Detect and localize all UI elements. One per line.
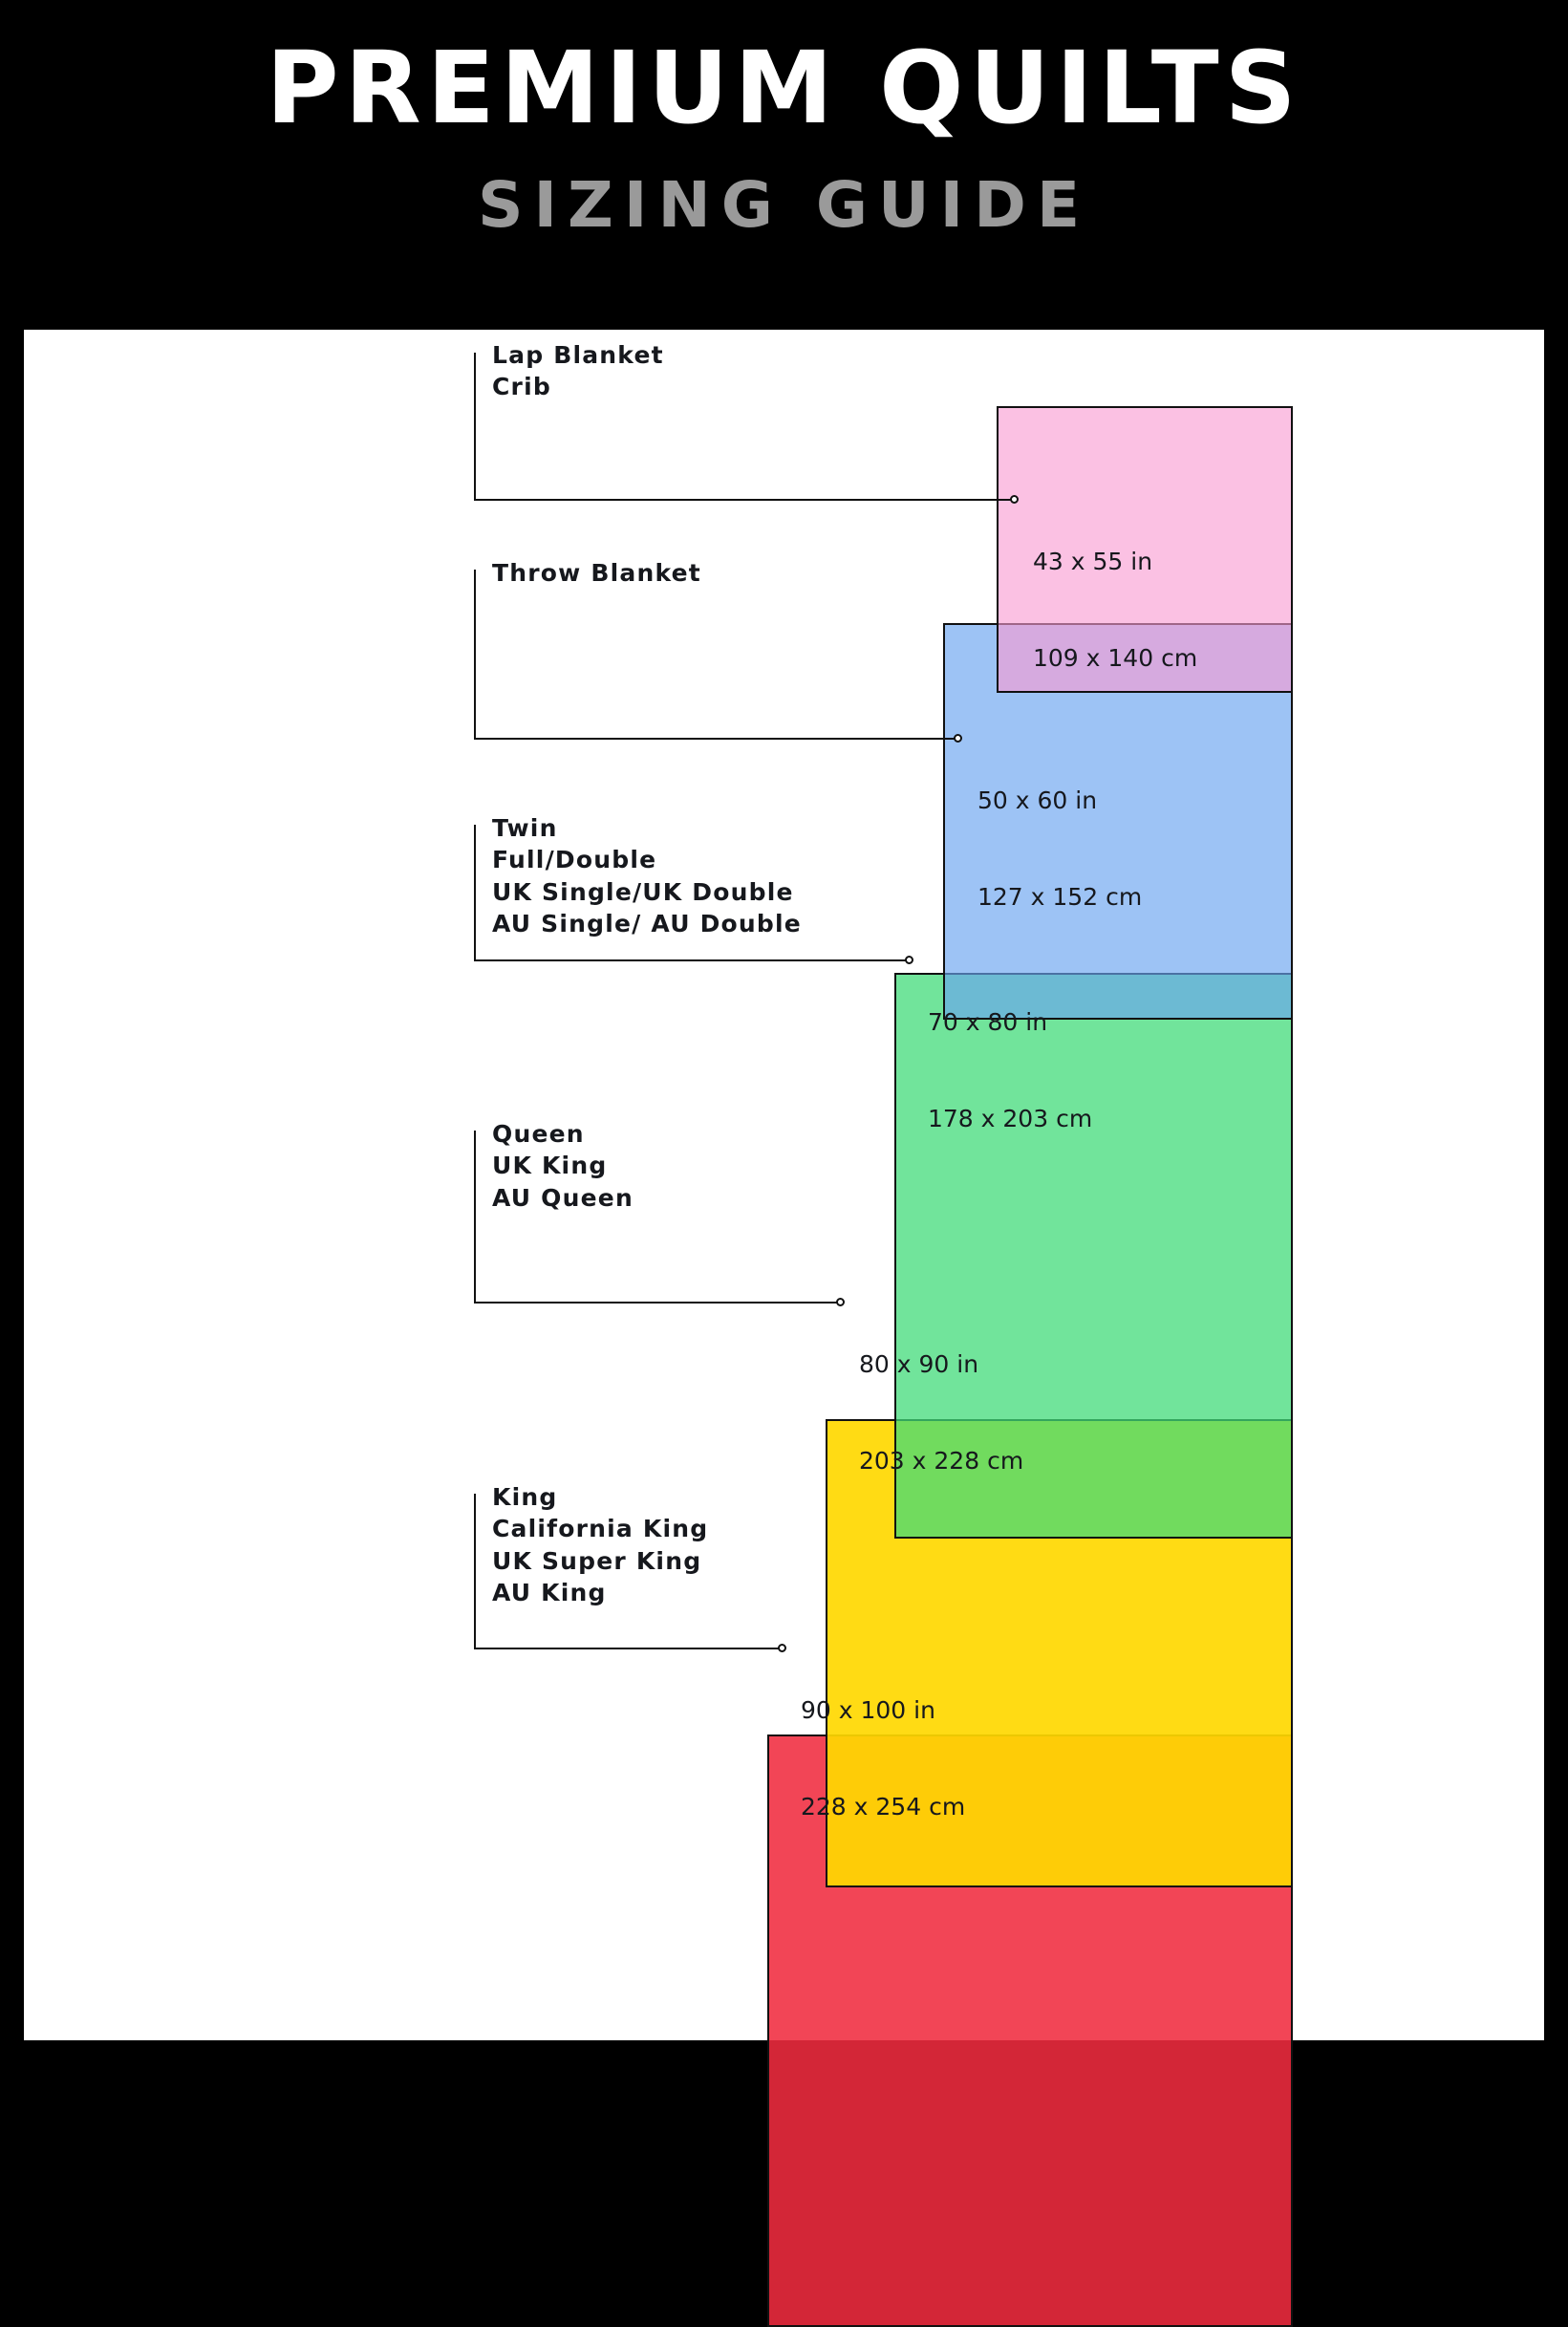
dims-cm-lap-crib: 109 x 140 cm	[1033, 643, 1198, 672]
dims-inches-throw: 50 x 60 in	[977, 786, 1098, 814]
label-throw	[492, 557, 701, 589]
label-names-throw: Throw Blanket	[492, 559, 701, 587]
leader-horizontal-throw	[474, 738, 957, 740]
leader-vertical-twin-full	[474, 825, 476, 960]
leader-horizontal-queen	[474, 1302, 840, 1304]
page-subtitle: SIZING GUIDE	[477, 168, 1091, 242]
leader-horizontal-twin-full	[474, 959, 909, 961]
label-king	[492, 1481, 708, 1608]
page-title: PREMIUM QUILTS	[266, 30, 1302, 146]
dims-lap-crib	[1033, 481, 1197, 739]
label-twin-full	[492, 812, 802, 939]
leader-dot-twin-full	[905, 956, 913, 964]
dims-inches-twin-full: 70 x 80 in	[928, 1007, 1048, 1036]
dims-cm-throw: 127 x 152 cm	[977, 882, 1143, 911]
leader-dot-throw	[954, 734, 962, 743]
dims-cm-twin-full: 178 x 203 cm	[928, 1104, 1093, 1132]
label-lap-crib	[492, 339, 664, 403]
leader-vertical-queen	[474, 1131, 476, 1303]
dims-king	[801, 1629, 965, 1887]
label-names-queen: Queen UK King AU Queen	[492, 1120, 634, 1212]
leader-dot-king	[778, 1644, 786, 1652]
leader-vertical-king	[474, 1494, 476, 1648]
leader-horizontal-king	[474, 1648, 782, 1649]
label-queen	[492, 1118, 634, 1214]
leader-dot-queen	[836, 1298, 845, 1306]
label-names-king: King California King UK Super King AU King	[492, 1483, 709, 1606]
dims-inches-king: 90 x 100 in	[801, 1695, 935, 1724]
dims-inches-queen: 80 x 90 in	[859, 1349, 979, 1378]
header-banner	[0, 0, 1568, 315]
dims-inches-lap-crib: 43 x 55 in	[1033, 547, 1153, 575]
leader-vertical-lap-crib	[474, 353, 476, 500]
dims-queen	[859, 1283, 1023, 1541]
dims-cm-king: 228 x 254 cm	[801, 1792, 966, 1821]
leader-dot-lap-crib	[1010, 495, 1019, 504]
label-names-lap-crib: Lap Blanket Crib	[492, 341, 664, 401]
leader-vertical-throw	[474, 570, 476, 739]
label-names-twin-full: Twin Full/Double UK Single/UK Double AU Single/ AU Double	[492, 814, 802, 937]
diagram-canvas	[24, 330, 1544, 2040]
leader-horizontal-lap-crib	[474, 499, 1015, 501]
dims-throw	[977, 720, 1142, 978]
dims-twin-full	[928, 941, 1092, 1199]
dims-cm-queen: 203 x 228 cm	[859, 1446, 1024, 1475]
